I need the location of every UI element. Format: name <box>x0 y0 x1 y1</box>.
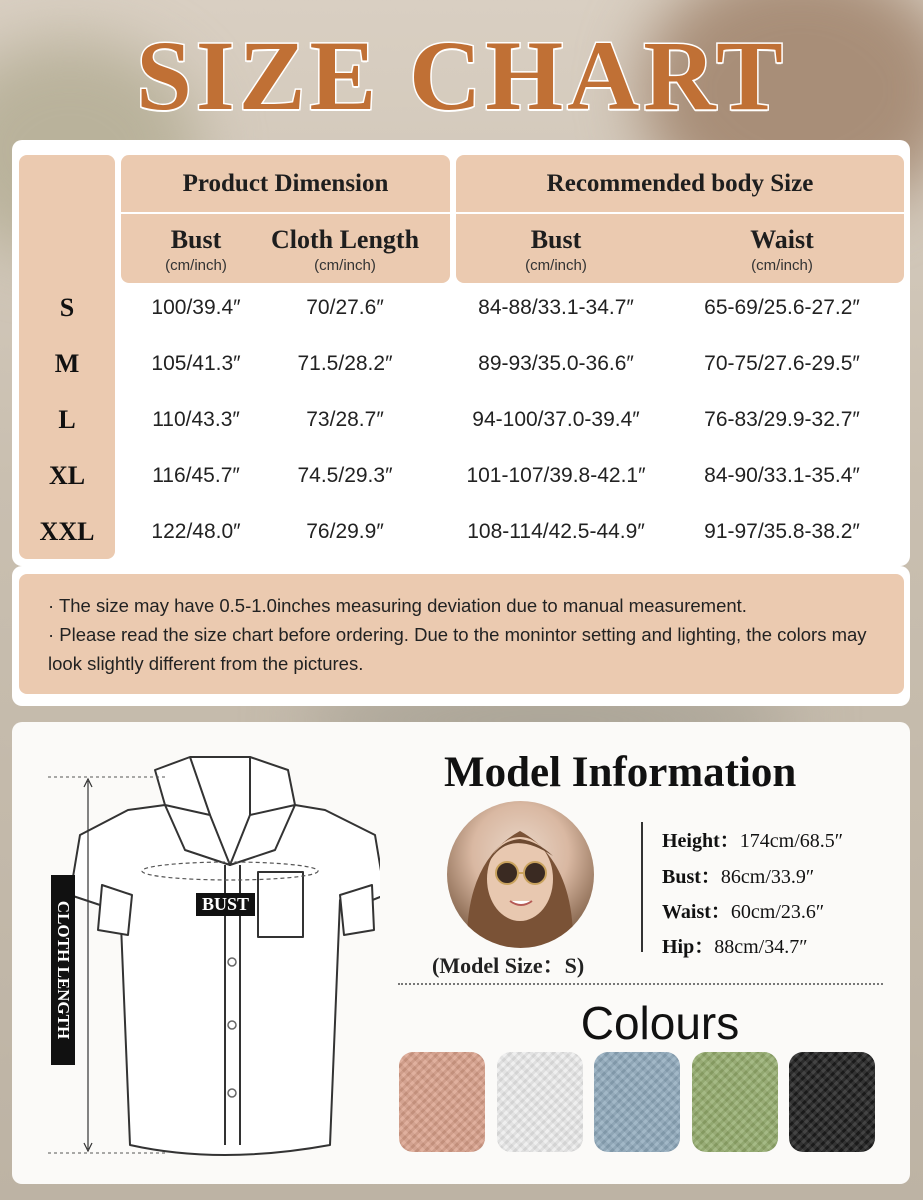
colour-swatch-pink <box>399 1052 485 1152</box>
model-size-note: (Model Size：S) <box>432 953 585 978</box>
table-cell: 116/45.7″ <box>152 464 240 487</box>
column-header-label: Waist <box>750 224 814 254</box>
model-face-illustration <box>447 801 594 948</box>
size-label: M <box>54 349 80 378</box>
table-cell: 65-69/25.6-27.2″ <box>704 296 860 319</box>
model-stat-hip <box>662 930 808 959</box>
table-cell: 84-88/33.1-34.7″ <box>478 296 634 319</box>
dotted-divider <box>398 983 883 985</box>
size-label: XL <box>48 461 86 490</box>
colours-title: Colours <box>580 997 740 1049</box>
size-label: L <box>58 405 76 434</box>
table-cell: 70-75/27.6-29.5″ <box>704 352 860 375</box>
stat-label: Waist： <box>662 901 731 923</box>
model-info-title: Model Information <box>444 749 797 796</box>
model-stat-bust <box>662 860 814 889</box>
column-header-label: Bust <box>170 224 222 254</box>
table-cell: 89-93/35.0-36.6″ <box>478 352 634 375</box>
table-cell: 108-114/42.5-44.9″ <box>467 520 645 543</box>
table-row <box>12 504 910 560</box>
shirt-diagram <box>40 735 380 1165</box>
size-label: XXL <box>39 517 95 546</box>
column-header-unit: (cm/inch) <box>751 256 813 274</box>
group-header-recommended-body-size: Recommended body Size <box>546 170 814 197</box>
table-cell: 74.5/29.3″ <box>297 464 393 487</box>
size-table-panel <box>12 140 910 566</box>
table-cell: 76-83/29.9-32.7″ <box>704 408 860 431</box>
bust-label: BUST <box>196 893 255 916</box>
model-avatar <box>447 801 594 948</box>
page-title: SIZE CHART <box>136 20 787 131</box>
table-cell: 101-107/39.8-42.1″ <box>466 464 646 487</box>
table-cell: 100/39.4″ <box>151 296 241 319</box>
colour-swatch-white <box>497 1052 583 1152</box>
column-header <box>121 216 271 282</box>
table-cell: 94-100/37.0-39.4″ <box>472 408 640 431</box>
colour-swatch-blue <box>594 1052 680 1152</box>
column-header-unit: (cm/inch) <box>165 256 227 274</box>
column-header-label: Bust <box>530 224 582 254</box>
note-line-1: · The size may have 0.5-1.0inches measuring deviation due to manual measurement. <box>48 595 747 616</box>
column-header <box>682 216 882 282</box>
column-header-unit: (cm/inch) <box>525 256 587 274</box>
stat-label: Bust： <box>662 866 721 888</box>
table-row <box>12 336 910 392</box>
table-cell: 105/41.3″ <box>151 352 241 375</box>
column-header <box>456 216 656 282</box>
table-cell: 70/27.6″ <box>306 296 384 319</box>
stat-label: Height： <box>662 830 740 852</box>
column-header-unit: (cm/inch) <box>314 256 376 274</box>
column-header-label: Cloth Length <box>270 224 420 254</box>
stat-value: 86cm/33.9″ <box>720 866 815 888</box>
model-stat-height <box>662 824 843 853</box>
table-cell: 73/28.7″ <box>306 408 384 431</box>
colour-swatch-green <box>692 1052 778 1152</box>
size-label: S <box>59 293 75 322</box>
table-cell: 76/29.9″ <box>306 520 384 543</box>
table-row <box>12 280 910 336</box>
colour-swatch-black <box>789 1052 875 1152</box>
stat-value: 88cm/34.7″ <box>714 936 808 958</box>
stats-divider <box>641 822 643 952</box>
group-header-product-dimension: Product Dimension <box>182 170 389 197</box>
table-cell: 91-97/35.8-38.2″ <box>704 520 860 543</box>
model-stat-waist <box>662 895 824 924</box>
table-cell: 122/48.0″ <box>151 520 241 543</box>
table-cell: 71.5/28.2″ <box>297 352 393 375</box>
cloth-length-label: CLOTH LENGTH <box>51 875 75 1065</box>
stat-value: 60cm/23.6″ <box>730 901 825 923</box>
table-row <box>12 392 910 448</box>
column-header <box>262 216 428 282</box>
stat-label: Hip： <box>662 936 715 958</box>
stat-value: 174cm/68.5″ <box>739 830 844 852</box>
table-cell: 84-90/33.1-35.4″ <box>704 464 860 487</box>
table-row <box>12 448 910 504</box>
table-cell: 110/43.3″ <box>152 408 240 431</box>
note-line-2: · Please read the size chart before ordering. Due to the monintor setting and lighting, the colors may look slightly different from the pictures. <box>48 624 867 674</box>
